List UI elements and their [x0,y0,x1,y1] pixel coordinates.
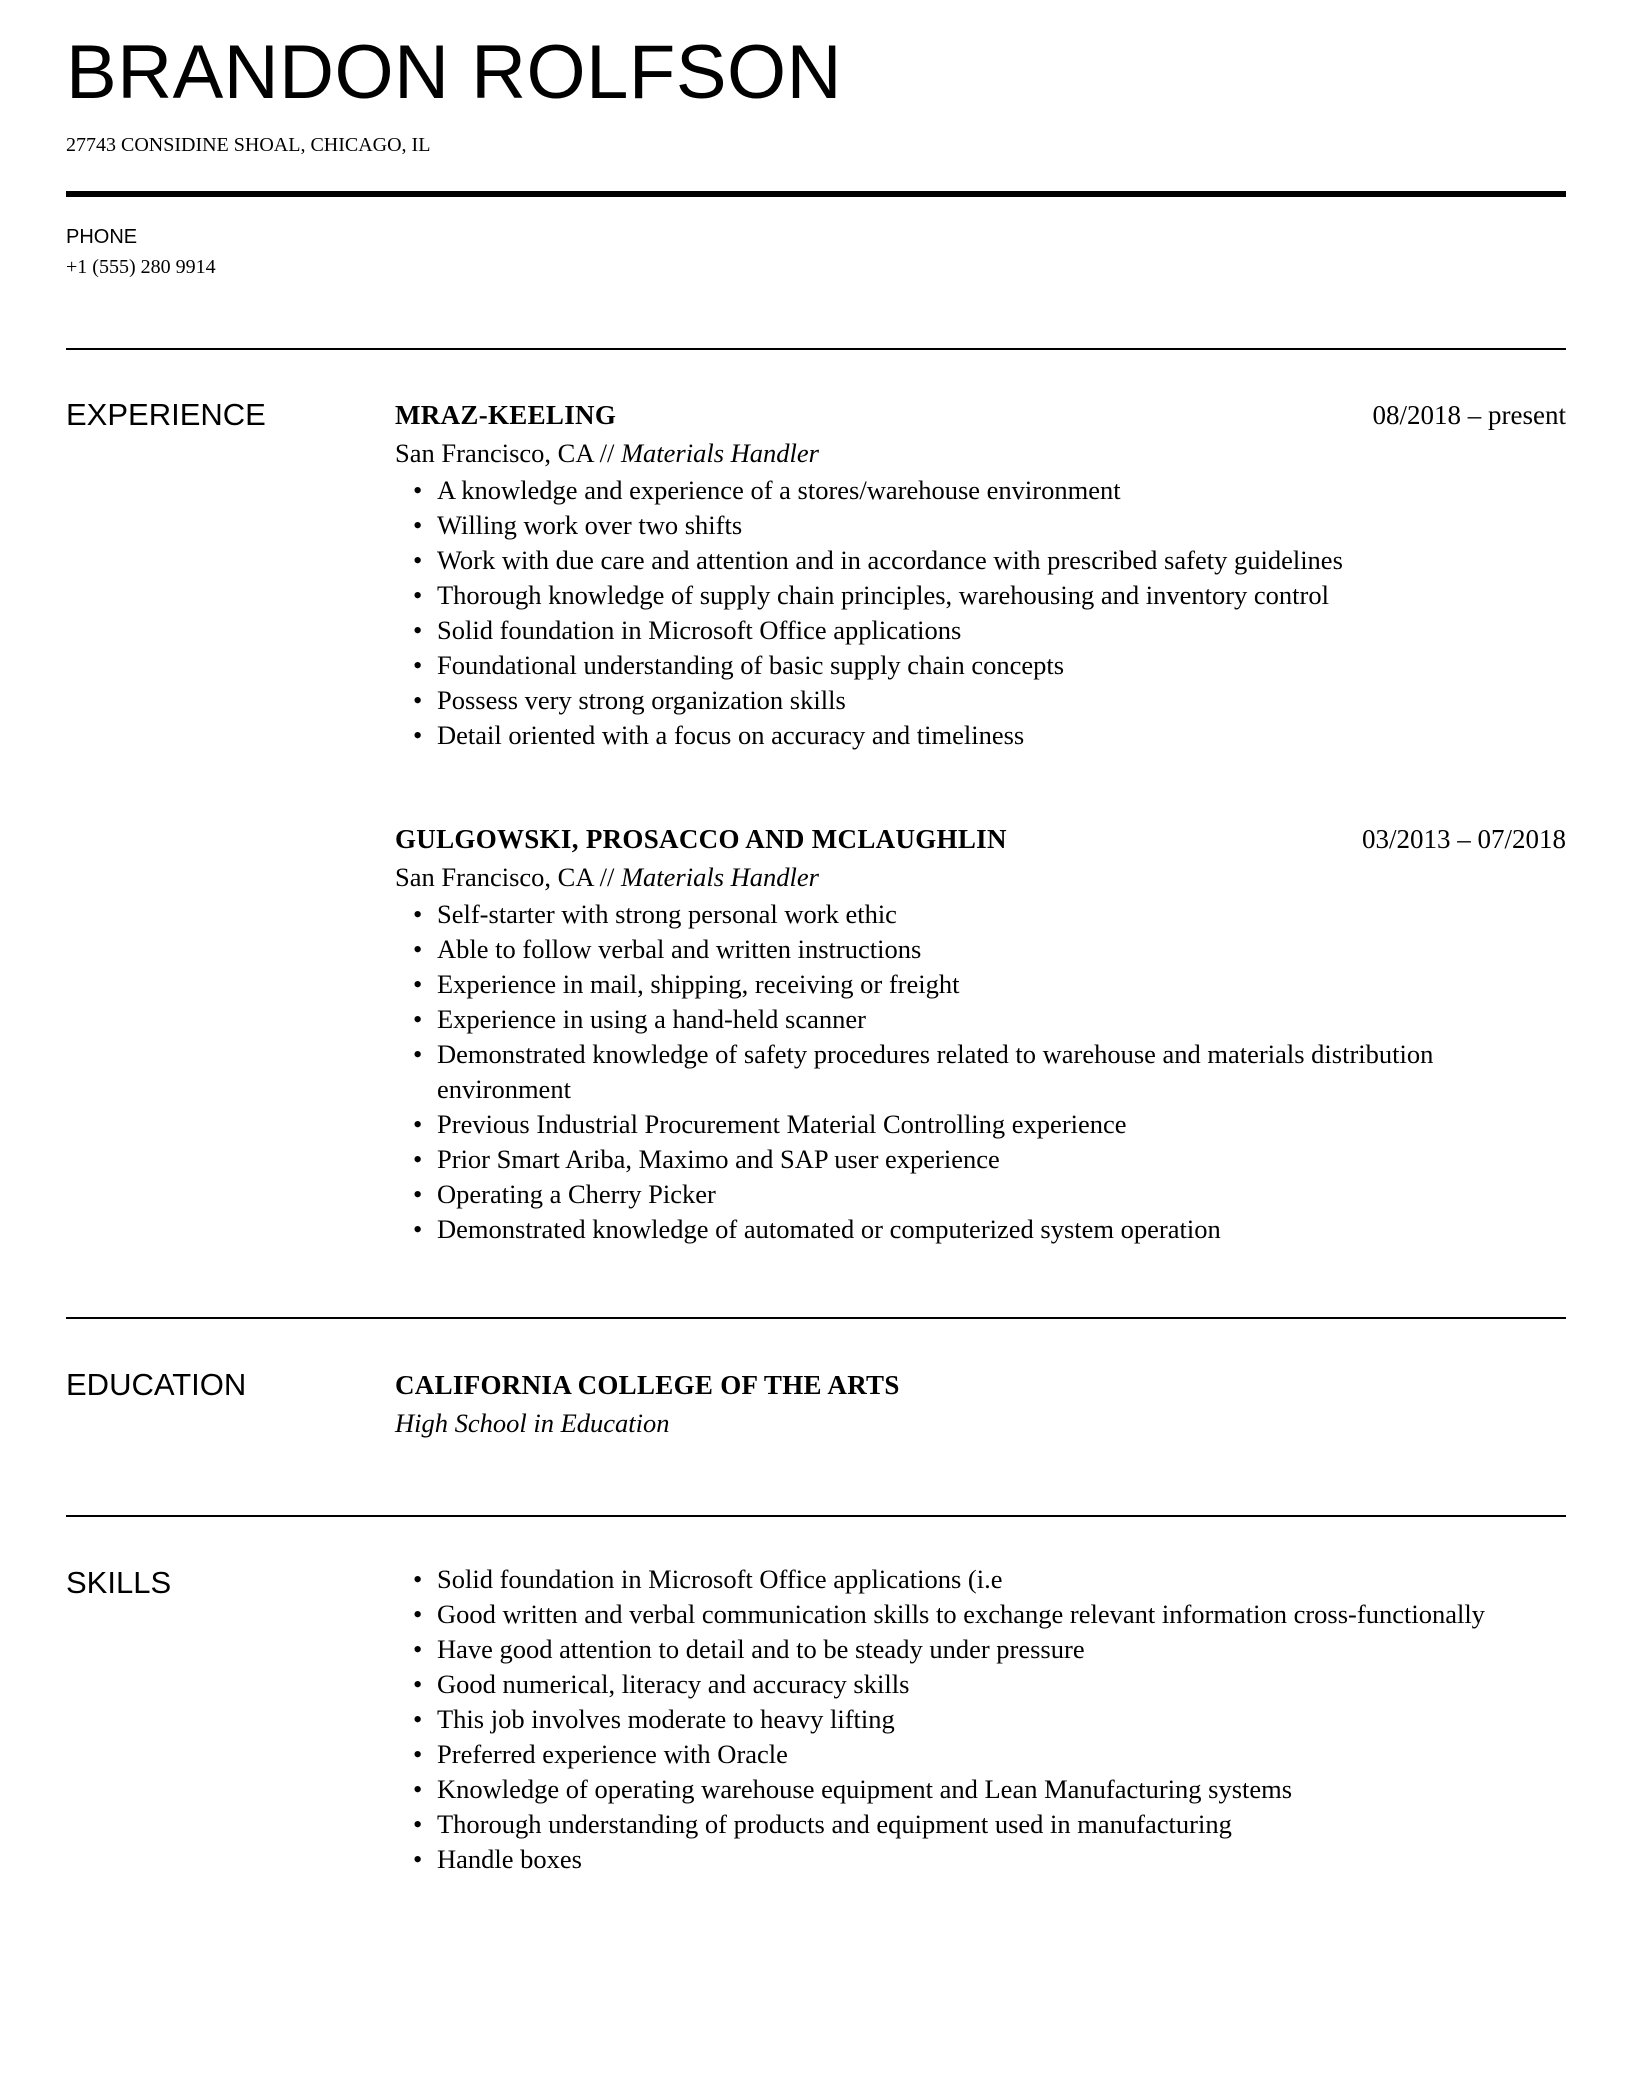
experience-title: EXPERIENCE [66,397,266,432]
list-item: • Solid foundation in Microsoft Office applications (i.e [437,1562,1566,1597]
job-dates: 03/2013 – 07/2018 [1361,824,1566,854]
list-item: • Previous Industrial Procurement Material Controlling experience [437,1107,1566,1142]
list-item: • Experience in using a hand-held scanner [437,1002,1566,1037]
experience-divider [66,1317,1566,1319]
list-item: • Prior Smart Ariba, Maximo and SAP user experience [437,1142,1566,1177]
list-item: • Have good attention to detail and to be steady under pressure [437,1632,1566,1667]
list-item: • Willing work over two shifts [437,508,1566,543]
job-subline [395,433,1566,473]
list-item: • Possess very strong organization skills [437,683,1566,718]
phone-value: +1 (555) 280 9914 [66,256,216,278]
list-item: • Solid foundation in Microsoft Office applications [437,613,1566,648]
list-item: • Able to follow verbal and written instructions [437,932,1566,967]
job-subline [395,857,1566,897]
list-item: • Detail oriented with a focus on accuracy and timeliness [437,718,1566,753]
candidate-name: BRANDON ROLFSON [66,30,843,115]
education-divider [66,1515,1566,1517]
job-bullets [395,473,1566,753]
list-item: • Work with due care and attention and in accordance with prescribed safety guidelines [437,543,1566,578]
list-item: • Foundational understanding of basic supply chain concepts [437,648,1566,683]
list-item: • This job involves moderate to heavy lifting [437,1702,1566,1737]
skills-section [66,1565,1566,1877]
list-item: • Operating a Cherry Picker [437,1177,1566,1212]
job-location: San Francisco, CA [395,438,593,468]
skills-list [395,1562,1566,1877]
list-item: • Thorough understanding of products and equipment used in manufacturing [437,1807,1566,1842]
list-item: • Experience in mail, shipping, receiving or freight [437,967,1566,1002]
list-item: • Knowledge of operating warehouse equipment and Lean Manufacturing systems [437,1772,1566,1807]
education-school: CALIFORNIA COLLEGE OF THE ARTS [395,1370,900,1400]
education-body [395,1367,1566,1443]
job-entry [395,397,1566,753]
education-degree: High School in Education [395,1408,670,1438]
education-title: EDUCATION [66,1367,247,1402]
experience-section [66,397,1566,1247]
job-company: MRAZ-KEELING [395,400,617,430]
list-item: • Preferred experience with Oracle [437,1737,1566,1772]
list-item: • Thorough knowledge of supply chain principles, warehousing and inventory control [437,578,1566,613]
education-section [66,1367,1566,1443]
list-item: • Demonstrated knowledge of safety procedures related to warehouse and materials distribution environment [437,1037,1566,1107]
list-item: • A knowledge and experience of a stores/warehouse environment [437,473,1566,508]
job-role: Materials Handler [620,438,819,468]
job-header [395,821,1566,857]
skills-title: SKILLS [66,1565,172,1600]
job-bullets [395,897,1566,1247]
job-separator: // [593,438,621,468]
job-location: San Francisco, CA [395,862,593,892]
list-item: • Good numerical, literacy and accuracy skills [437,1667,1566,1702]
skills-body [395,1565,1566,1877]
job-header [395,397,1566,433]
list-item: • Demonstrated knowledge of automated or computerized system operation [437,1212,1566,1247]
header-divider [66,191,1566,197]
job-role: Materials Handler [620,862,819,892]
contact-divider [66,348,1566,350]
list-item: • Handle boxes [437,1842,1566,1877]
job-dates: 08/2018 – present [1372,400,1566,430]
education-header [395,1367,1566,1403]
candidate-address: 27743 CONSIDINE SHOAL, CHICAGO, IL [66,134,431,156]
job-entry [395,821,1566,1247]
list-item: • Self-starter with strong personal work ethic [437,897,1566,932]
phone-label: PHONE [66,226,138,248]
list-item: • Good written and verbal communication skills to exchange relevant information cross-functionally [437,1597,1566,1632]
experience-body [395,397,1566,1247]
job-separator: // [593,862,621,892]
job-company: GULGOWSKI, PROSACCO AND MCLAUGHLIN [395,824,1007,854]
